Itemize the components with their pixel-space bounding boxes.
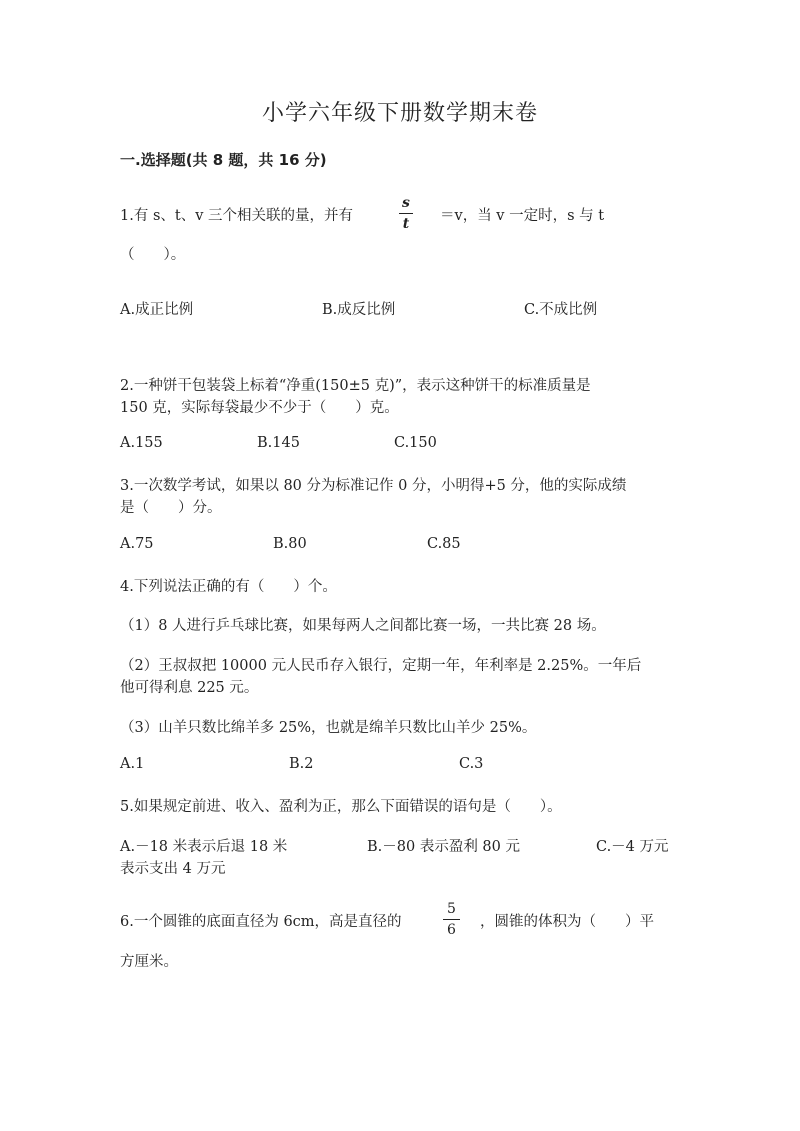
q6-text-line2: 方厘米。 bbox=[120, 954, 178, 970]
q1-fraction bbox=[398, 196, 414, 231]
q2-option-b: B.145 bbox=[257, 435, 300, 451]
q1-option-c: C.不成比例 bbox=[524, 302, 598, 318]
q3-option-a: A.75 bbox=[120, 536, 154, 552]
q2-text-line2: 150 克，实际每袋最少不少于（ ）克。 bbox=[120, 400, 399, 416]
q5-option-c-continued: 表示支出 4 万元 bbox=[120, 861, 226, 877]
q3-option-b: B.80 bbox=[273, 536, 307, 552]
q4-statement-1: （1）8 人进行乒乓球比赛，如果每两人之间都比赛一场，一共比赛 28 场。 bbox=[120, 618, 606, 634]
q1-text-line2: （ ）。 bbox=[120, 247, 186, 263]
section-heading: 一.选择题(共 8 题，共 16 分) bbox=[120, 151, 327, 169]
q6-fraction bbox=[443, 902, 460, 937]
q1-text-before: 1.有 s、t、v 三个相关联的量，并有 bbox=[120, 208, 354, 224]
q1-frac-denominator: t bbox=[402, 216, 410, 232]
q4-text-line1: 4.下列说法正确的有（ ）个。 bbox=[120, 579, 337, 595]
q1-option-a: A.成正比例 bbox=[120, 302, 194, 318]
q6-text-after: ，圆锥的体积为（ ）平 bbox=[480, 914, 654, 930]
q5-text-line1: 5.如果规定前进、收入、盈利为正，那么下面错误的语句是（ ）。 bbox=[120, 799, 562, 815]
q3-text-line2: 是（ ）分。 bbox=[120, 500, 222, 516]
q4-statement-2a: （2）王叔叔把 10000 元人民币存入银行，定期一年，年利率是 2.25%。一年后 bbox=[120, 658, 642, 674]
q2-text-line1: 2.一种饼干包装袋上标着“净重(150±5 克)”，表示这种饼干的标准质量是 bbox=[120, 378, 591, 394]
q4-option-c: C.3 bbox=[459, 756, 484, 772]
q1-option-b: B.成反比例 bbox=[322, 302, 396, 318]
q4-statement-2b: 他可得利息 225 元。 bbox=[120, 680, 259, 696]
page-title: 小学六年级下册数学期末卷 bbox=[261, 101, 538, 126]
q4-option-a: A.1 bbox=[120, 756, 145, 772]
q6-text-before: 6.一个圆锥的底面直径为 6cm，高是直径的 bbox=[120, 914, 402, 930]
q2-option-a: A.155 bbox=[120, 435, 163, 451]
q5-option-b: B.－80 表示盈利 80 元 bbox=[367, 839, 520, 855]
q5-option-a: A.－18 米表示后退 18 米 bbox=[120, 839, 288, 855]
q6-frac-denominator: 6 bbox=[443, 919, 460, 937]
q3-option-c: C.85 bbox=[427, 536, 461, 552]
q1-text-after: ＝v，当 v 一定时，s 与 t bbox=[440, 208, 605, 224]
q3-text-line1: 3.一次数学考试，如果以 80 分为标准记作 0 分，小明得+5 分，他的实际成绩 bbox=[120, 478, 627, 494]
q1-frac-numerator: s bbox=[402, 195, 410, 211]
q2-option-c: C.150 bbox=[394, 435, 437, 451]
q5-option-c: C.－4 万元 bbox=[596, 839, 669, 855]
q6-frac-numerator: 5 bbox=[447, 901, 456, 917]
q4-statement-3: （3）山羊只数比绵羊多 25%，也就是绵羊只数比山羊少 25%。 bbox=[120, 720, 537, 736]
q4-option-b: B.2 bbox=[289, 756, 314, 772]
